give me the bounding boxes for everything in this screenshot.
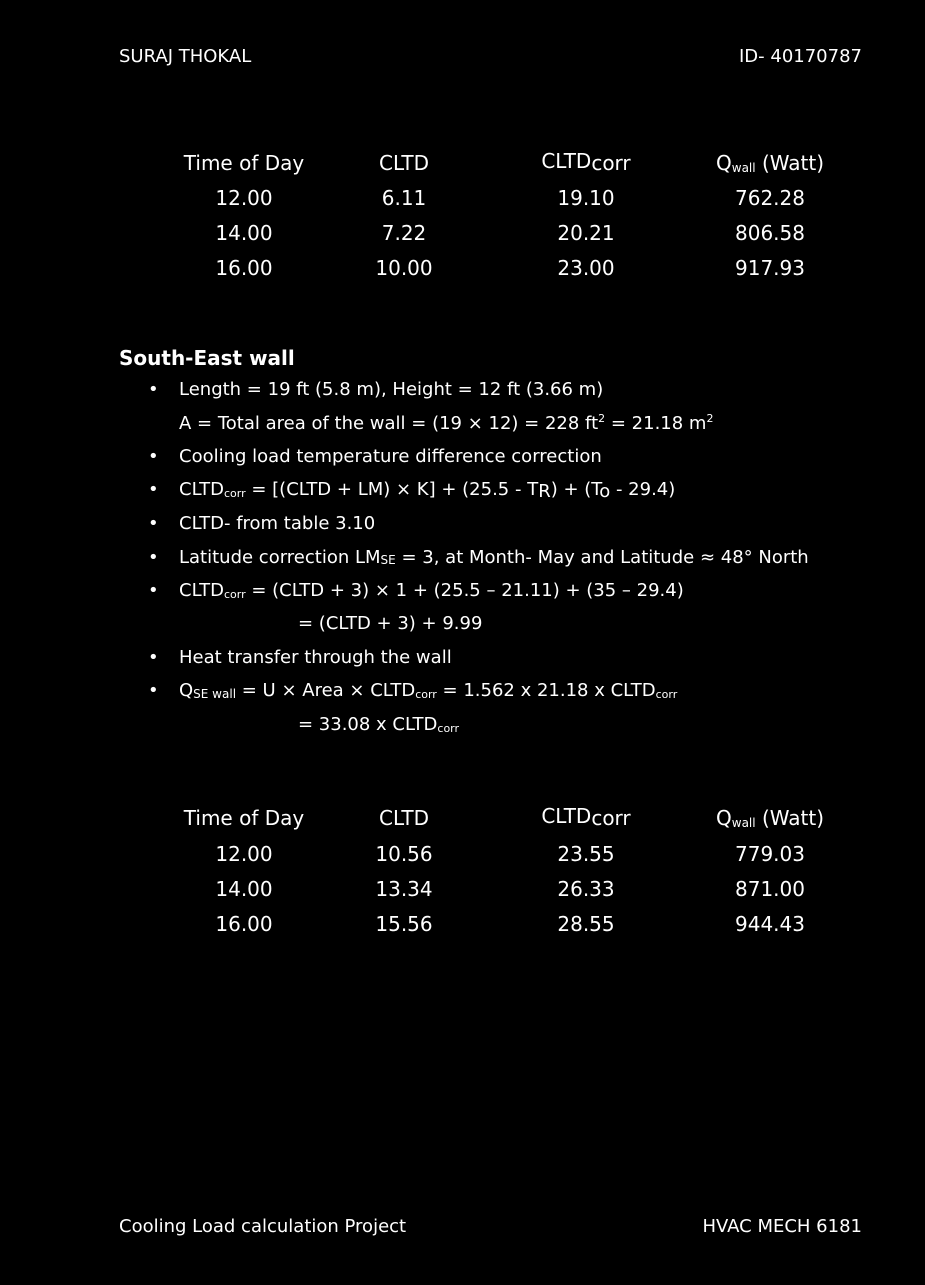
table-cell: 26.33: [557, 877, 615, 901]
text-line: Latitude correction $LM_{SE} = 3$, at Month- May and Latitude ≈ 48° North: [179, 547, 809, 568]
section-title: South-East wall: [119, 346, 295, 370]
col-header-cltd: CLTD: [379, 151, 429, 175]
col-header-cltdcorr: CLTDcorr: [541, 804, 631, 830]
table-cell: 12.00: [215, 842, 273, 866]
author-name: SURAJ THOKAL: [119, 46, 252, 67]
text-line: $CLTD_{corr}$ = [(CLTD + LM) × K] + (25.5 - TR) + (To - 29.4): [179, 479, 676, 502]
text-line: Length = 19 ft (5.8 m), Height = 12 ft (3.66 m): [179, 379, 604, 400]
student-id: ID- 40170787: [738, 46, 862, 67]
bullet-icon: •: [148, 647, 159, 668]
table-cell: 16.00: [215, 912, 273, 936]
table-cell: 12.00: [215, 186, 273, 210]
text-line: Heat transfer through the wall: [179, 647, 452, 668]
bullet-icon: •: [148, 446, 159, 467]
table-cell: 14.00: [215, 877, 273, 901]
table-cell: 23.55: [557, 842, 615, 866]
col-header-time: Time of Day: [183, 151, 305, 175]
table-cell: 7.22: [381, 221, 427, 245]
bullet-icon: •: [148, 513, 159, 534]
table-cell: 871.00: [735, 877, 805, 901]
table-cell: 15.56: [375, 912, 433, 936]
table-cell: 28.55: [557, 912, 615, 936]
col-header-qwall: $Q_{wall}$ (Watt): [716, 151, 824, 175]
table-cell: 806.58: [735, 221, 805, 245]
table-cell: 944.43: [735, 912, 805, 936]
col-header-cltdcorr: CLTDcorr: [541, 149, 631, 175]
bullet-icon: •: [148, 479, 159, 500]
bullet-icon: •: [148, 580, 159, 601]
table-cell: 13.34: [375, 877, 433, 901]
table-cell: 16.00: [215, 256, 273, 280]
table-cell: 23.00: [557, 256, 615, 280]
text-line: $CLTD_{corr}$ = (CLTD + 3) × 1 + (25.5 – 21.11) + (35 – 29.4): [179, 580, 684, 601]
text-line: Cooling load temperature difference correction: [179, 446, 602, 467]
table-cell: 10.00: [375, 256, 433, 280]
table-cell: 762.28: [735, 186, 805, 210]
bullet-icon: •: [148, 547, 159, 568]
table-cell: 6.11: [381, 186, 427, 210]
table-cell: 14.00: [215, 221, 273, 245]
text-line: CLTD- from table 3.10: [179, 513, 376, 534]
table-cell: 10.56: [375, 842, 433, 866]
text-line: A = Total area of the wall = (19 × 12) = 228 $ft^2 = 21.18$ $m^2$: [179, 412, 714, 434]
text-line: = 33.08 x $CLTD_{corr}$: [298, 714, 460, 735]
footer-project: Cooling Load calculation Project: [119, 1216, 407, 1237]
text-line: = (CLTD + 3) + 9.99: [298, 613, 483, 634]
col-header-cltd: CLTD: [379, 806, 429, 830]
col-header-time: Time of Day: [183, 806, 305, 830]
col-header-qwall: $Q_{wall}$ (Watt): [716, 806, 824, 830]
bullet-icon: •: [148, 680, 159, 701]
table-cell: 917.93: [735, 256, 805, 280]
table-cell: 20.21: [557, 221, 615, 245]
footer-course: HVAC MECH 6181: [702, 1216, 862, 1237]
table-cell: 779.03: [735, 842, 805, 866]
text-line: $Q_{SE wall} = U$ × Area × $CLTD_{corr} = 1.562$ x 21.18 x $CLTD_{corr}$: [179, 680, 678, 701]
table-cell: 19.10: [557, 186, 615, 210]
bullet-icon: •: [148, 379, 159, 400]
